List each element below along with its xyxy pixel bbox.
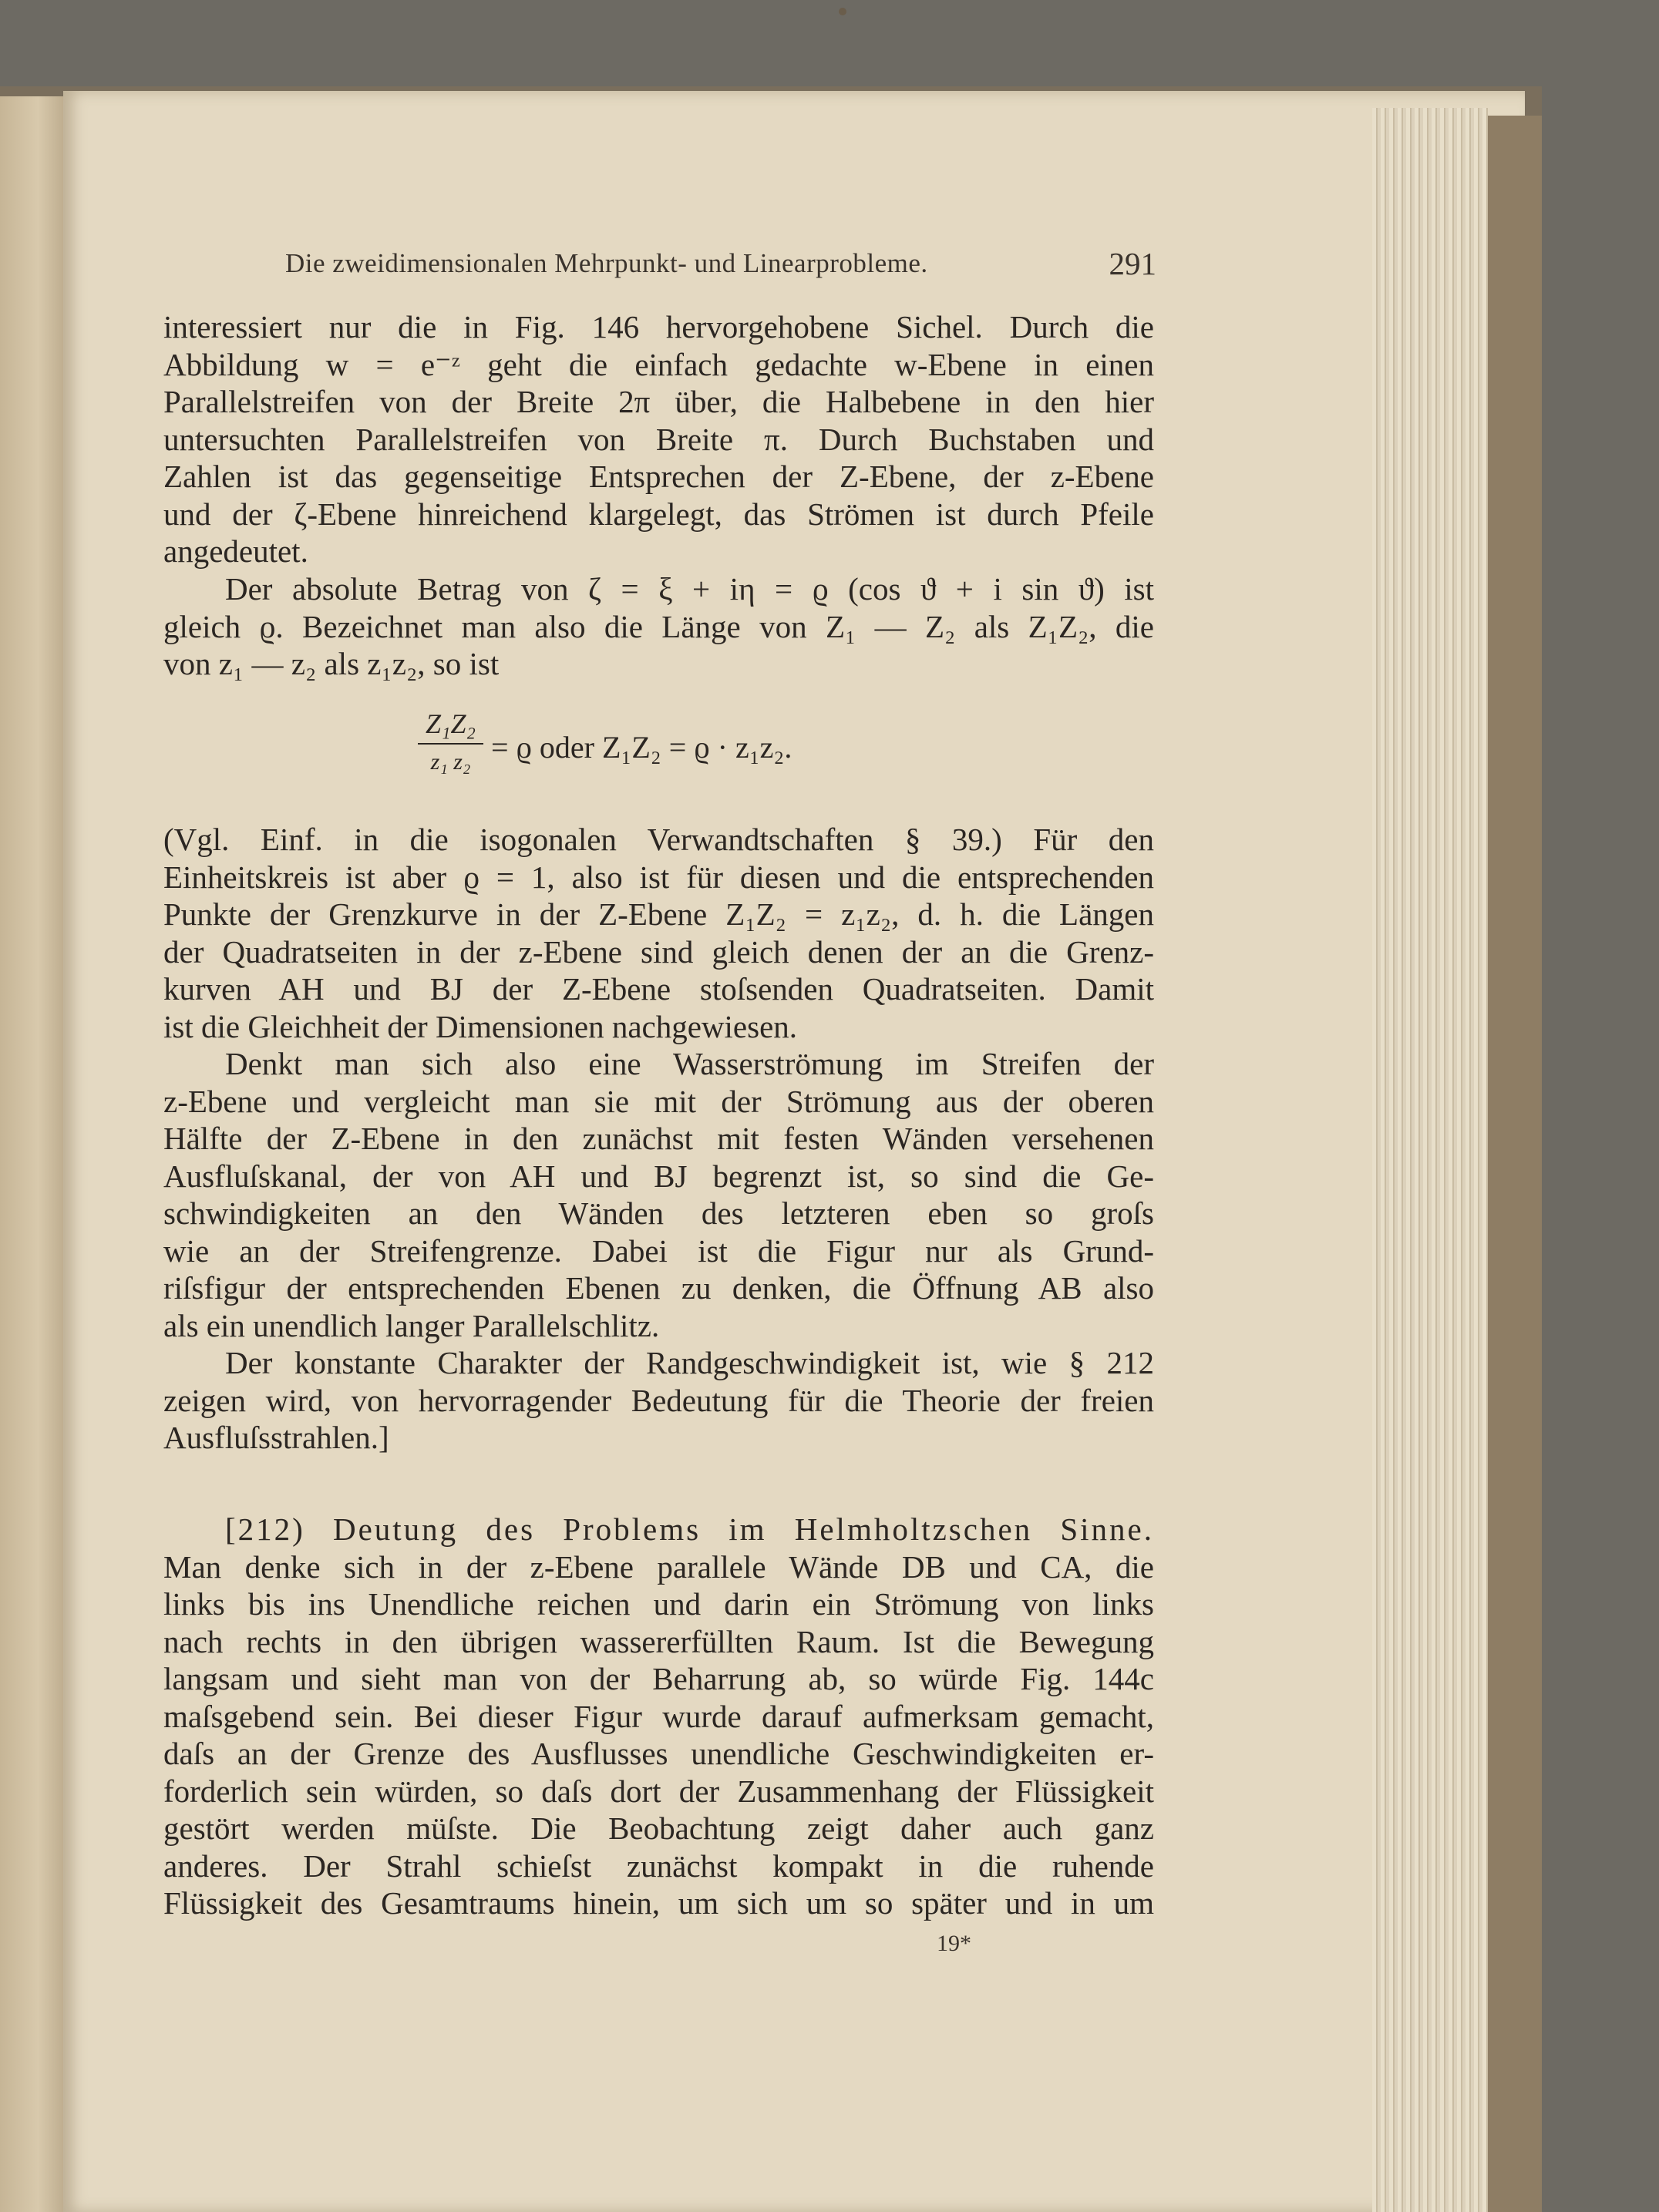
text-line: kurven AH und BJ der Z-Ebene stoſsenden Quadratseiten. Damit	[163, 971, 1154, 1007]
text-line: maſsgebend sein. Bei dieser Figur wurde darauf aufmerksam gemacht,	[163, 1698, 1154, 1734]
text-line: Zahlen ist das gegenseitige Entsprechen der Z-Ebene, der z-Ebene	[163, 459, 1154, 494]
paragraph-3	[163, 821, 1154, 1045]
text-line: riſsfigur der entsprechenden Ebenen zu denken, die Öffnung AB also	[163, 1270, 1154, 1306]
text-line: Denkt man sich also eine Wasserströmung im Streifen der	[225, 1046, 1154, 1081]
section-heading-line: [212) Deutung des Problems im Helmholtzschen Sinne.	[225, 1511, 1154, 1547]
text-line: schwindigkeiten an den Wänden des letzteren eben so groſs	[163, 1195, 1154, 1231]
running-head	[285, 248, 1156, 287]
page-edges	[1372, 108, 1488, 2212]
text-line: Man denke sich in der z-Ebene parallele Wände DB und CA, die	[163, 1548, 1154, 1585]
formula-rest: = ϱ oder Z₁Z₂ = ϱ · z₁z₂.	[491, 730, 792, 765]
fraction-numerator: Z₁Z₂	[425, 708, 476, 739]
paragraph-4	[163, 1045, 1154, 1344]
text-line: daſs an der Grenze des Ausflusses unendliche Geschwindigkeiten er-	[163, 1736, 1154, 1771]
text-line: Ausfluſskanal, der von AH und BJ begrenzt ist, so sind die Ge-	[163, 1158, 1154, 1194]
text-line: langsam und sieht man von der Beharrung ab, so würde Fig. 144c	[163, 1661, 1154, 1696]
text-line: ist die Gleichheit der Dimensionen nachgewiesen.	[163, 1008, 798, 1044]
text-line: nach rechts in den übrigen wassererfüllten Raum. Ist die Bewegung	[163, 1623, 1154, 1659]
top-mark	[839, 8, 846, 15]
text-line: Hälfte der Z-Ebene in den zunächst mit festen Wänden versehenen	[163, 1121, 1154, 1156]
text-line: interessiert nur die in Fig. 146 hervorgehobene Sichel. Durch die	[163, 309, 1154, 345]
previous-page-edge	[0, 96, 63, 2212]
text-line: wie an der Streifengrenze. Dabei ist die Figur nur als Grund-	[163, 1232, 1154, 1269]
text-line: forderlich sein würden, so daſs dort der Zusammenhang der Flüssigkeit	[163, 1773, 1154, 1809]
text-line: als ein unendlich langer Parallelschlitz.	[163, 1307, 660, 1343]
text-line: z-Ebene und vergleicht man sie mit der Strömung aus der oberen	[163, 1083, 1154, 1119]
paragraph-6	[163, 1511, 1154, 1922]
text-line: gestört werden müſste. Die Beobachtung zeigt daher auch ganz	[163, 1810, 1154, 1846]
formula-fraction	[418, 708, 483, 775]
text-line: zeigen wird, von hervorragender Bedeutung für die Theorie der freien	[163, 1382, 1154, 1418]
text-line: Abbildung w = e⁻ᶻ geht die einfach gedachte w-Ebene in einen	[163, 346, 1154, 382]
text-line: gleich ϱ. Bezeichnet man also die Länge von Z₁ — Z₂ als Z₁Z₂, die	[163, 608, 1154, 644]
text-line: untersuchten Parallelstreifen von Breite π. Durch Buchstaben und	[163, 421, 1154, 457]
paragraph-5	[163, 1344, 1154, 1457]
text-line: Parallelstreifen von der Breite 2π über, die Halbebene in den hier	[163, 384, 1154, 419]
text-line: Flüssigkeit des Gesamtraums hinein, um sich um so später und in um	[163, 1885, 1154, 1921]
text-line: Der konstante Charakter der Randgeschwindigkeit ist, wie § 212	[225, 1345, 1154, 1380]
running-head-title: Die zweidimensionalen Mehrpunkt- und Linearprobleme.	[285, 248, 928, 278]
text-line: angedeutet.	[163, 533, 308, 569]
paragraph-1	[163, 308, 1154, 570]
fraction-denominator: z₁ z₂	[430, 749, 471, 775]
text-line: anderes. Der Strahl schieſst zunächst kompakt in die ruhende	[163, 1847, 1154, 1884]
signature-mark: 19*	[937, 1931, 971, 1956]
fraction-bar	[418, 743, 483, 745]
text-line: Punkte der Grenzkurve in der Z-Ebene Z₁Z₂ = z₁z₂, d. h. die Längen	[163, 896, 1154, 932]
text-line: der Quadratseiten in der z-Ebene sind gleich denen der an die Grenz-	[163, 933, 1154, 970]
page-number: 291	[1109, 246, 1156, 281]
cover-edge	[1488, 116, 1542, 2212]
display-formula	[163, 708, 1154, 815]
text-line: von z₁ — z₂ als z₁z₂, so ist	[163, 646, 500, 681]
text-line: Ausfluſsstrahlen.]	[163, 1420, 389, 1455]
text-line: und der ζ-Ebene hinreichend klargelegt, das Strömen ist durch Pfeile	[163, 496, 1154, 532]
text-line: Der absolute Betrag von ζ = ξ + iη = ϱ (cos ϑ + i sin ϑ) ist	[225, 571, 1154, 607]
paragraph-2	[163, 570, 1154, 683]
text-line: links bis ins Unendliche reichen und darin ein Strömung von links	[163, 1586, 1154, 1622]
text-line: (Vgl. Einf. in die isogonalen Verwandtschaften § 39.) Für den	[163, 822, 1154, 857]
text-line: Einheitskreis ist aber ϱ = 1, also ist für diesen und die entsprechenden	[163, 859, 1154, 895]
